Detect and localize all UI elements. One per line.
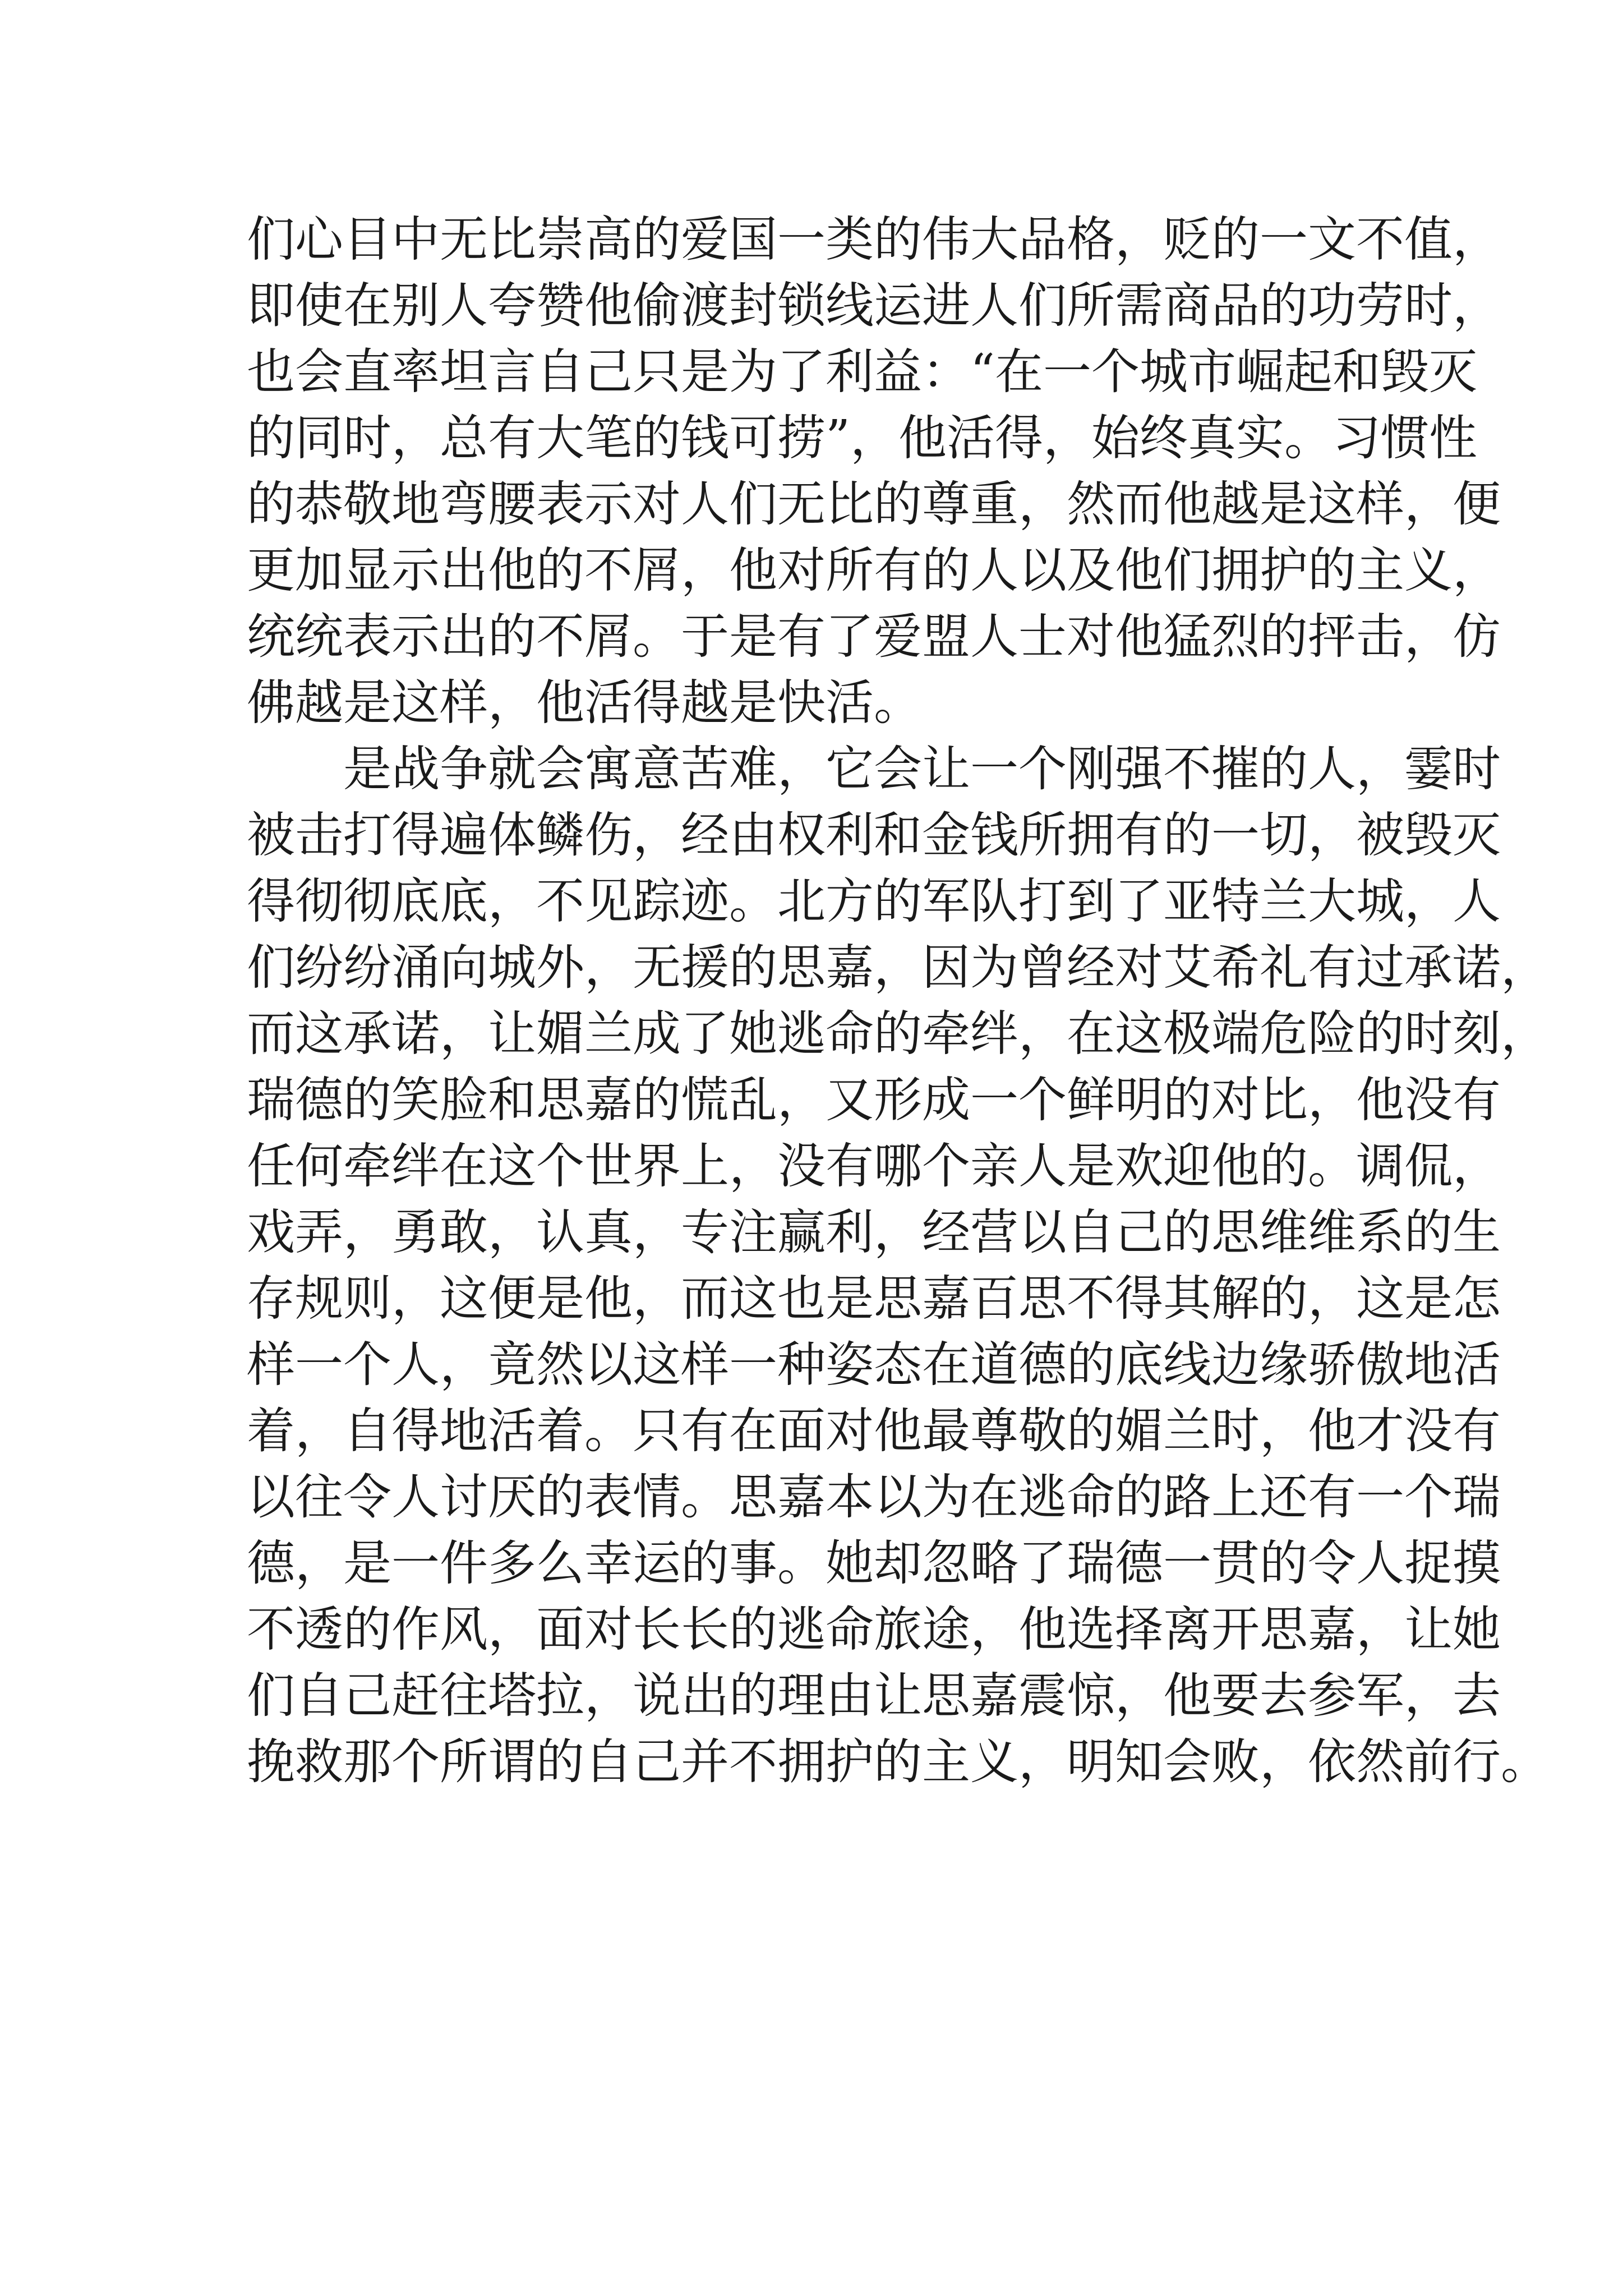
text-line: 戏弄，勇敢，认真，专注赢利，经营以自己的思维维系的生 [247,1204,1501,1260]
text-line: 存规则，这便是他，而这也是思嘉百思不得其解的，这是怎 [247,1271,1501,1327]
text-line: 的恭敬地弯腰表示对人们无比的尊重，然而他越是这样，便 [247,476,1501,532]
text-line: 是战争就会寓意苦难，它会让一个刚强不摧的人，霎时 [343,741,1501,797]
text-line: 们心目中无比崇高的爱国一类的伟大品格，贬的一文不值， [247,211,1501,268]
text-line: 更加显示出他的不屑，他对所有的人以及他们拥护的主义， [247,542,1501,599]
text-line: 得彻彻底底，不见踪迹。北方的军队打到了亚特兰大城，人 [247,873,1501,930]
text-line: 而这承诺，让媚兰成了她逃命的牵绊，在这极端危险的时刻， [247,1006,1549,1062]
text-line: 挽救那个所谓的自己并不拥护的主义，明知会败，依然前行。 [247,1734,1549,1790]
text-line: 佛越是这样，他活得越是快活。 [247,675,922,731]
text-line: 也会直率坦言自己只是为了利益：“在一个城市崛起和毁灭 [247,344,1477,400]
text-line: 样一个人，竟然以这样一种姿态在道德的底线边缘骄傲地活 [247,1337,1501,1393]
text-line: 的同时，总有大笔的钱可捞”，他活得，始终真实。习惯性 [247,410,1477,466]
text-line: 任何牵绊在这个世界上，没有哪个亲人是欢迎他的。调侃， [247,1138,1501,1194]
text-line: 着，自得地活着。只有在面对他最尊敬的媚兰时，他才没有 [247,1403,1501,1459]
body-text [247,206,1549,1795]
text-line: 以往令人讨厌的表情。思嘉本以为在逃命的路上还有一个瑞 [247,1469,1501,1525]
paragraph-1 [247,206,1501,736]
text-line: 即使在别人夸赞他偷渡封锁线运进人们所需商品的功劳时， [247,278,1501,334]
text-line: 不透的作风，面对长长的逃命旅途，他选择离开思嘉，让她 [247,1602,1501,1658]
text-line: 被击打得遍体鳞伤，经由权利和金钱所拥有的一切，被毁灭 [247,807,1501,863]
text-line: 德，是一件多么幸运的事。她却忽略了瑞德一贯的令人捉摸 [247,1535,1501,1591]
text-line: 们纷纷涌向城外，无援的思嘉，因为曾经对艾希礼有过承诺， [247,940,1549,996]
paragraph-2 [247,736,1549,1795]
text-line: 统统表示出的不屑。于是有了爱盟人士对他猛烈的抨击，仿 [247,609,1501,665]
text-line: 瑞德的笑脸和思嘉的慌乱，又形成一个鲜明的对比，他没有 [247,1072,1501,1128]
text-line: 们自己赶往塔拉，说出的理由让思嘉震惊，他要去参军，去 [247,1668,1501,1724]
